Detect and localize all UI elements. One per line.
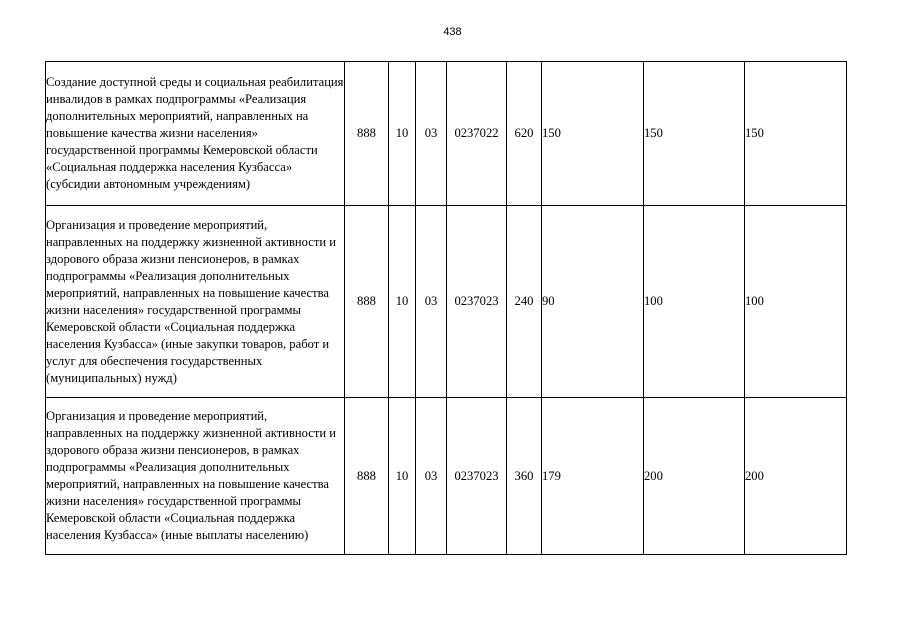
amount-year-2: 200 xyxy=(644,398,745,555)
ministry-code: 888 xyxy=(345,206,389,398)
subsection-code: 03 xyxy=(416,206,447,398)
amount-year-1: 179 xyxy=(542,398,644,555)
budget-table xyxy=(45,61,847,555)
row-description: Организация и проведение мероприятий, направленных на поддержку жизненной активности и здорового образа жизни пенсионеров, в рамках подпрограммы «Реализация дополнительных мероприятий, направленных на повышение качества жизни населения» государственной программы Кемеровской области «Социальная поддержка населения Кузбасса» (иные закупки товаров, работ и услуг для обеспечения государственных (муниципальных) нужд) xyxy=(46,206,345,398)
subsection-code: 03 xyxy=(416,398,447,555)
expense-type-code: 240 xyxy=(507,206,542,398)
amount-year-2: 150 xyxy=(644,62,745,206)
amount-year-1: 90 xyxy=(542,206,644,398)
table-row xyxy=(46,62,847,206)
section-code: 10 xyxy=(389,206,416,398)
amount-year-3: 150 xyxy=(745,62,847,206)
target-article-code: 0237023 xyxy=(447,206,507,398)
section-code: 10 xyxy=(389,62,416,206)
amount-year-1: 150 xyxy=(542,62,644,206)
subsection-code: 03 xyxy=(416,62,447,206)
expense-type-code: 360 xyxy=(507,398,542,555)
expense-type-code: 620 xyxy=(507,62,542,206)
amount-year-3: 100 xyxy=(745,206,847,398)
section-code: 10 xyxy=(389,398,416,555)
target-article-code: 0237022 xyxy=(447,62,507,206)
row-description: Организация и проведение мероприятий, направленных на поддержку жизненной активности и здорового образа жизни пенсионеров, в рамках подпрограммы «Реализация дополнительных мероприятий, направленных на повышение качества жизни населения» государственной программы Кемеровской области «Социальная поддержка населения Кузбасса» (иные выплаты населению) xyxy=(46,398,345,555)
ministry-code: 888 xyxy=(345,62,389,206)
amount-year-2: 100 xyxy=(644,206,745,398)
target-article-code: 0237023 xyxy=(447,398,507,555)
row-description: Создание доступной среды и социальная реабилитация инвалидов в рамках подпрограммы «Реализация дополнительных мероприятий, направленных на повышение качества жизни населения» государственной программы Кемеровской области «Социальная поддержка населения Кузбасса» (субсидии автономным учреждениям) xyxy=(46,62,345,206)
ministry-code: 888 xyxy=(345,398,389,555)
amount-year-3: 200 xyxy=(745,398,847,555)
table-row xyxy=(46,206,847,398)
page-number: 438 xyxy=(443,26,462,38)
table-row xyxy=(46,398,847,555)
